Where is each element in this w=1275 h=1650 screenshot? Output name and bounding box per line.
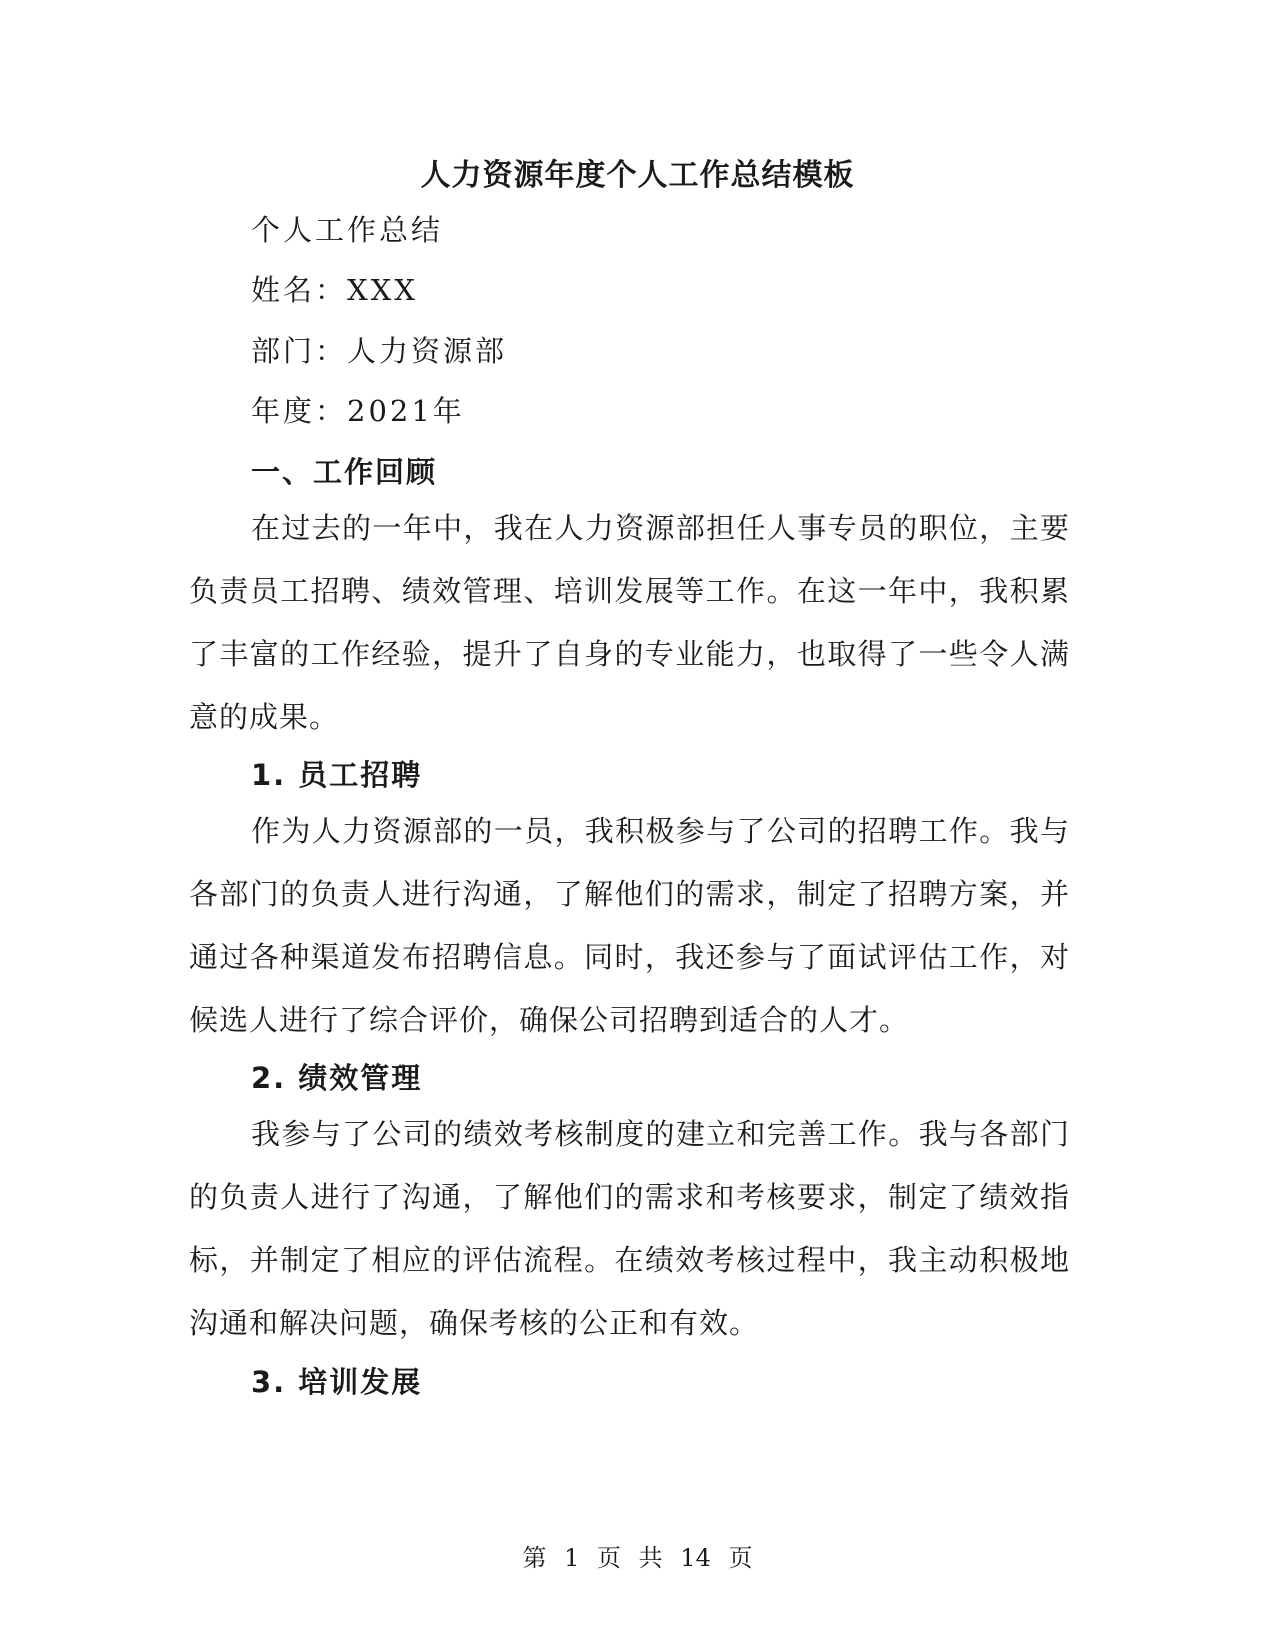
paragraph-performance: 我参与了公司的绩效考核制度的建立和完善工作。我与各部门的负责人进行了沟通，了解他们的需求和考核要求，制定了绩效指标，并制定了相应的评估流程。在绩效考核过程中，我主动积极地沟通和解决问题，确保考核的公正和有效。 bbox=[189, 1117, 1070, 1340]
page-indicator: 第 1 页 共 14 页 bbox=[522, 1544, 753, 1572]
subheading-training: 3. 培训发展 bbox=[251, 1365, 423, 1399]
summary-subtitle: 个人工作总结 bbox=[251, 213, 444, 247]
department-line: 部门：人力资源部 bbox=[251, 334, 508, 368]
paragraph-work-review: 在过去的一年中，我在人力资源部担任人事专员的职位，主要负责员工招聘、绩效管理、培训发展等工作。在这一年中，我积累了丰富的工作经验，提升了自身的专业能力，也取得了一些令人满意的成果。 bbox=[189, 511, 1070, 734]
section-heading-work-review: 一、工作回顾 bbox=[251, 455, 438, 489]
paragraph-recruitment: 作为人力资源部的一员，我积极参与了公司的招聘工作。我与各部门的负责人进行沟通，了解他们的需求，制定了招聘方案，并通过各种渠道发布招聘信息。同时，我还参与了面试评估工作，对候选人进行了综合评价，确保公司招聘到适合的人才。 bbox=[189, 814, 1070, 1037]
subheading-performance: 2. 绩效管理 bbox=[251, 1061, 423, 1095]
year-line: 年度：2021年 bbox=[251, 394, 465, 428]
document-title: 人力资源年度个人工作总结模板 bbox=[420, 158, 855, 193]
subheading-recruitment: 1. 员工招聘 bbox=[251, 758, 423, 792]
name-line: 姓名：XXX bbox=[251, 273, 418, 307]
